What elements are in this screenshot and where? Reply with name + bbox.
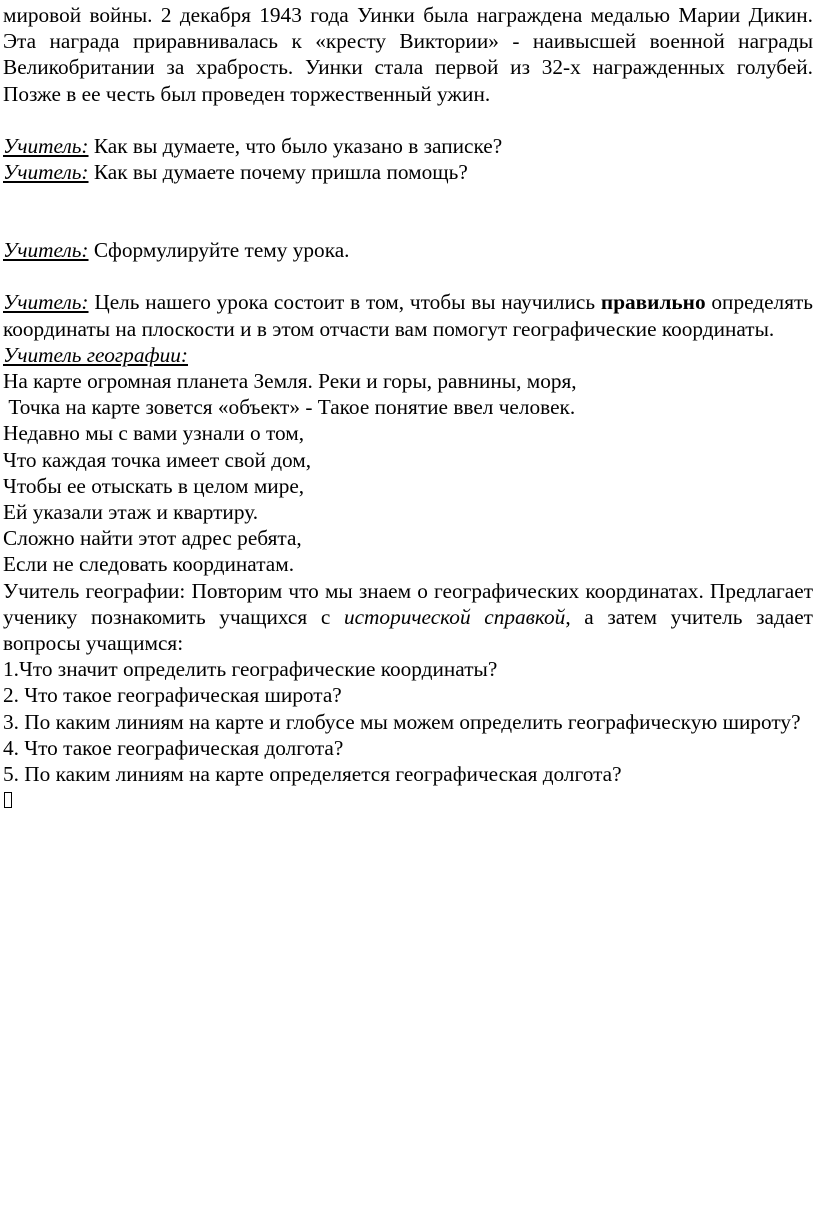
question-item: 4. Что такое географическая долгота? <box>3 735 344 760</box>
poem-line: На карте огромная планета Земля. Реки и горы, равнины, моря, <box>3 369 577 394</box>
poem-line: Недавно мы с вами узнали о том, <box>3 421 305 446</box>
goal-text-before: Цель нашего урока состоит в том, чтобы вы научились <box>94 290 596 315</box>
poem <box>3 368 813 578</box>
spacer <box>3 263 813 289</box>
geography-teacher-heading <box>3 342 813 368</box>
teacher-role-label: Учитель: <box>3 133 89 158</box>
poem-line: Сложно найти этот адрес ребята, <box>3 526 302 551</box>
question-item: 3. По каким линиям на карте и глобусе мы можем определить географическую широту? <box>3 709 801 734</box>
question-text: Как вы думаете почему пришла помощь? <box>93 160 468 185</box>
goal-text-after: определять координаты на плоскости и в этом отчасти вам помогут географические координаты. <box>3 290 814 341</box>
question-text: Как вы думаете, что было указано в записке? <box>93 133 503 158</box>
question-item: 1.Что значит определить географические координаты? <box>3 657 498 682</box>
geo-text-after: , а затем учитель задает вопросы учащимся: <box>3 604 813 656</box>
geography-teacher-role-label: Учитель географии: <box>3 342 188 367</box>
geography-paragraph <box>3 578 813 657</box>
historical-reference-italic: исторической справкой <box>343 604 566 629</box>
teacher-role-label: Учитель: <box>3 160 89 185</box>
text-cursor-line <box>3 787 813 813</box>
text-cursor-icon <box>4 792 12 808</box>
spacer <box>3 185 813 237</box>
teacher-question-3 <box>3 237 813 263</box>
lesson-goal-paragraph <box>3 289 813 341</box>
poem-line: Точка на карте зовется «объект» - Такое понятие ввел человек. <box>3 395 576 420</box>
intro-paragraph: мировой войны. 2 декабря 1943 года Уинки была награждена медалью Марии Дикин. Эта награда приравнивалась к «кресту Виктории» - наивысшей военной награды Великобритании за храбрость. Уинки стала первой из 32-х награжденных голубей. Позже в ее честь был проведен торжественный ужин. <box>3 3 813 106</box>
teacher-role-label: Учитель: <box>3 238 89 263</box>
teacher-question-1 <box>3 133 813 159</box>
spacer <box>3 107 813 133</box>
question-item: 5. По каким линиям на карте определяется географическая долгота? <box>3 762 622 787</box>
goal-bold-word: правильно <box>600 290 706 315</box>
poem-line: Чтобы ее отыскать в целом мире, <box>3 473 305 498</box>
question-item: 2. Что такое географическая широта? <box>3 683 342 708</box>
teacher-question-2 <box>3 159 813 185</box>
question-list <box>3 656 813 787</box>
poem-line: Если не следовать координатам. <box>3 552 295 577</box>
teacher-role-label: Учитель: <box>3 290 89 315</box>
poem-line: Что каждая точка имеет свой дом, <box>3 447 312 472</box>
geo-text-before: Учитель географии: Повторим что мы знаем о географических координатах. Предлагает ученику познакомить учащихся с <box>3 578 813 629</box>
question-text: Сформулируйте тему урока. <box>93 238 350 263</box>
document-page <box>3 2 813 813</box>
poem-line: Ей указали этаж и квартиру. <box>3 500 259 525</box>
